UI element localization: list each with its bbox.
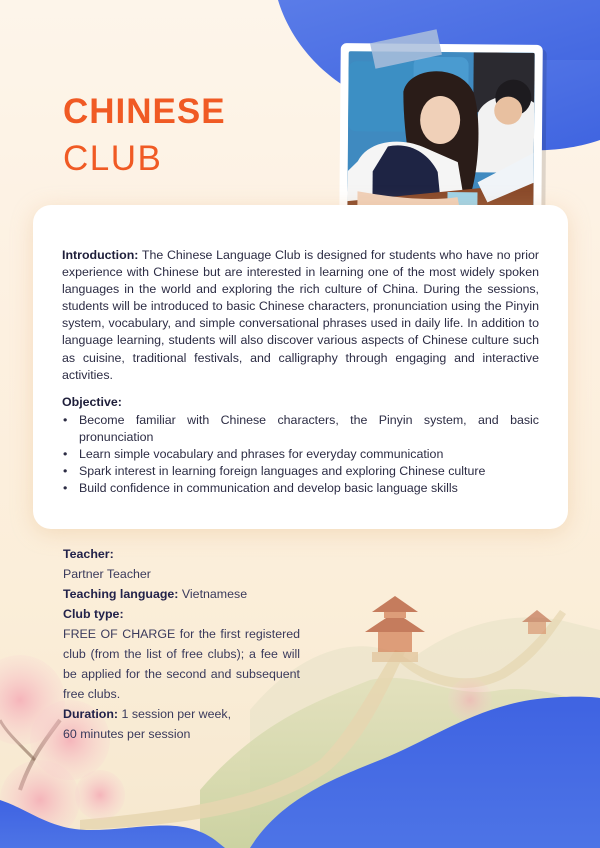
photo-frame [339, 43, 543, 230]
teacher-label: Teacher: [63, 547, 114, 561]
title-line-1: CHINESE [63, 92, 226, 131]
introduction-label: Introduction: [62, 248, 139, 262]
objective-item: • Spark interest in learning foreign languages and exploring Chinese culture [62, 463, 539, 480]
duration-label: Duration: [63, 707, 119, 721]
teaching-language-row [63, 584, 300, 604]
page-title [63, 94, 226, 176]
student-writing-image [347, 51, 534, 220]
teaching-language-value: Vietnamese [178, 587, 248, 601]
title-line-2: CLUB [63, 139, 163, 178]
objective-list [62, 412, 539, 497]
introduction-text: The Chinese Language Club is designed for students who have no prior experience with Chinese but are interested in learning one of the most widely spoken languages in the world and exploring the rich culture of China. During the sessions, students will be introduced to basic Chinese characters, pronunciation using the Pinyin system, vocabulary, and simple conversational phrases used in daily life. In addition to language learning, students will also discover various aspects of Chinese culture such as cuisine, traditional festivals, and calligraphy through engaging and interactive activities. [62, 248, 539, 382]
club-photo [347, 51, 534, 220]
duration-value: 1 session per week, [118, 707, 232, 721]
objective-item: • Become familiar with Chinese characters, the Pinyin system, and basic pronunciation [62, 412, 539, 446]
club-details [63, 544, 300, 744]
description-card [33, 205, 568, 529]
introduction-paragraph [62, 247, 539, 384]
duration-row [63, 704, 300, 724]
objective-heading: Objective: [62, 394, 122, 409]
club-type-label: Club type: [63, 607, 124, 621]
teaching-language-label: Teaching language: [63, 587, 179, 601]
teacher-value: Partner Teacher [63, 567, 151, 581]
objective-item: • Learn simple vocabulary and phrases for everyday communication [62, 446, 539, 463]
duration-value-line-2: 60 minutes per session [63, 727, 191, 741]
club-type-value: FREE OF CHARGE for the first registered club (from the list of free clubs); a fee will be applied for the second and subsequent free clubs. [63, 627, 300, 701]
objective-item: • Build confidence in communication and develop basic language skills [62, 480, 539, 497]
